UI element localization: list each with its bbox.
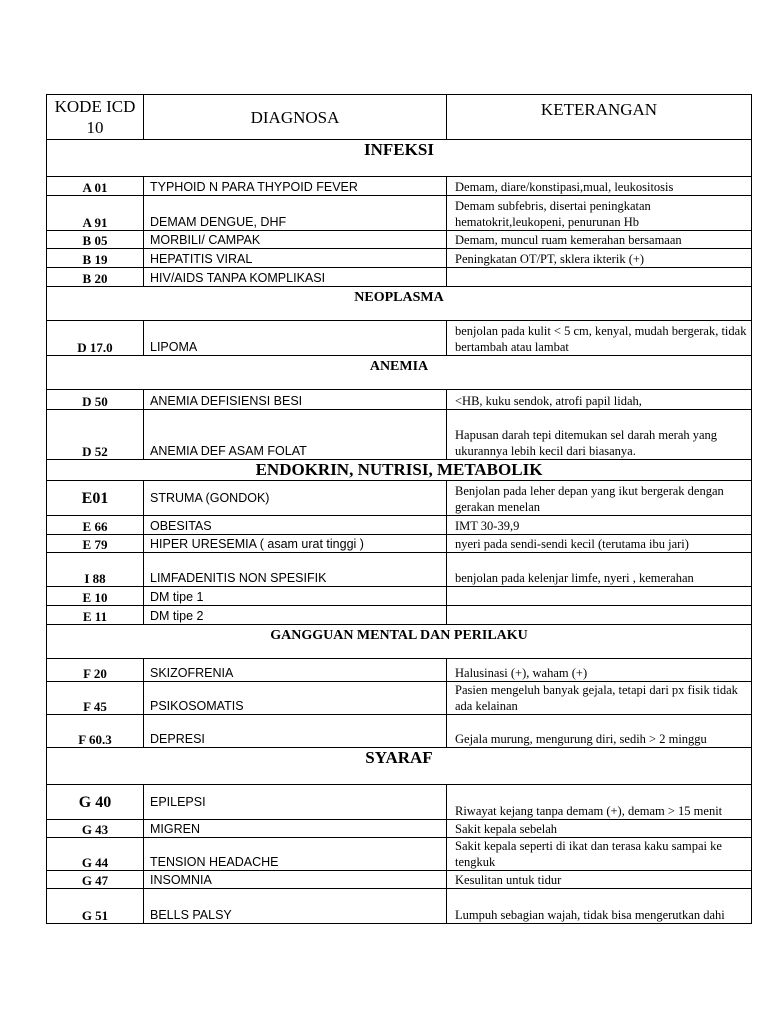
table-row	[47, 889, 752, 924]
code-cell: G 44	[47, 838, 144, 871]
keterangan-cell	[447, 587, 752, 606]
code-cell: G 40	[47, 785, 144, 820]
diagnosa-cell: TYPHOID N PARA THYPOID FEVER	[144, 177, 447, 196]
keterangan-cell: benjolan pada kelenjar limfe, nyeri , kemerahan	[447, 553, 752, 587]
diagnosa-cell: TENSION HEADACHE	[144, 838, 447, 871]
keterangan-cell: Peningkatan OT/PT, sklera ikterik (+)	[447, 249, 752, 268]
keterangan-cell: Demam subfebris, disertai peningkatan hematokrit,leukopeni, penurunan Hb	[447, 196, 752, 231]
table-row	[47, 535, 752, 553]
code-cell: D 17.0	[47, 321, 144, 356]
diagnosa-cell: OBESITAS	[144, 516, 447, 535]
table-row	[47, 321, 752, 356]
code-cell: D 50	[47, 390, 144, 410]
keterangan-cell: benjolan pada kulit < 5 cm, kenyal, mudah bergerak, tidak bertambah atau lambat	[447, 321, 752, 356]
table-row	[47, 606, 752, 625]
code-cell: G 51	[47, 889, 144, 924]
keterangan-cell: nyeri pada sendi-sendi kecil (terutama ibu jari)	[447, 535, 752, 553]
diagnosa-cell: HIPER URESEMIA ( asam urat tinggi )	[144, 535, 447, 553]
diagnosa-cell: DEPRESI	[144, 715, 447, 748]
keterangan-cell: Lumpuh sebagian wajah, tidak bisa mengerutkan dahi	[447, 889, 752, 924]
table-row	[47, 410, 752, 460]
icd-table	[46, 94, 752, 924]
diagnosa-cell: SKIZOFRENIA	[144, 659, 447, 682]
code-cell: I 88	[47, 553, 144, 587]
code-cell: D 52	[47, 410, 144, 460]
diagnosa-cell: PSIKOSOMATIS	[144, 682, 447, 715]
code-cell: B 19	[47, 249, 144, 268]
table-row	[47, 177, 752, 196]
keterangan-cell: <HB, kuku sendok, atrofi papil lidah,	[447, 390, 752, 410]
table-row	[47, 871, 752, 889]
header-keterangan: KETERANGAN	[447, 95, 752, 140]
table-row	[47, 587, 752, 606]
table-row	[47, 838, 752, 871]
table-row	[47, 820, 752, 838]
header-row	[47, 95, 752, 140]
diagnosa-cell: MIGREN	[144, 820, 447, 838]
diagnosa-cell: INSOMNIA	[144, 871, 447, 889]
table-row	[47, 231, 752, 249]
keterangan-cell	[447, 606, 752, 625]
keterangan-cell: Sakit kepala seperti di ikat dan terasa kaku sampai ke tengkuk	[447, 838, 752, 871]
keterangan-cell: Gejala murung, mengurung diri, sedih > 2 minggu	[447, 715, 752, 748]
code-cell: E 66	[47, 516, 144, 535]
section-row	[47, 356, 752, 390]
keterangan-cell: Kesulitan untuk tidur	[447, 871, 752, 889]
diagnosa-cell: DEMAM DENGUE, DHF	[144, 196, 447, 231]
keterangan-cell: Benjolan pada leher depan yang ikut bergerak dengan gerakan menelan	[447, 481, 752, 516]
section-row	[47, 748, 752, 785]
code-cell: B 05	[47, 231, 144, 249]
section-row	[47, 140, 752, 177]
diagnosa-cell: LIMFADENITIS NON SPESIFIK	[144, 553, 447, 587]
section-title: NEOPLASMA	[47, 287, 752, 321]
section-title: GANGGUAN MENTAL DAN PERILAKU	[47, 625, 752, 659]
section-row	[47, 287, 752, 321]
diagnosa-cell: EPILEPSI	[144, 785, 447, 820]
table-row	[47, 516, 752, 535]
table-row	[47, 682, 752, 715]
keterangan-cell: Hapusan darah tepi ditemukan sel darah merah yang ukurannya lebih kecil dari biasanya.	[447, 410, 752, 460]
diagnosa-cell: HEPATITIS VIRAL	[144, 249, 447, 268]
table-row	[47, 553, 752, 587]
table-row	[47, 196, 752, 231]
keterangan-cell: Halusinasi (+), waham (+)	[447, 659, 752, 682]
diagnosa-cell: DM tipe 2	[144, 606, 447, 625]
code-cell: F 60.3	[47, 715, 144, 748]
diagnosa-cell: HIV/AIDS TANPA KOMPLIKASI	[144, 268, 447, 287]
code-cell: E 79	[47, 535, 144, 553]
keterangan-cell: Demam, diare/konstipasi,mual, leukositosis	[447, 177, 752, 196]
code-cell: E01	[47, 481, 144, 516]
code-cell: E 11	[47, 606, 144, 625]
table-row	[47, 785, 752, 820]
table-row	[47, 268, 752, 287]
code-cell: F 20	[47, 659, 144, 682]
section-row	[47, 460, 752, 481]
diagnosa-cell: ANEMIA DEF ASAM FOLAT	[144, 410, 447, 460]
header-diagnosa: DIAGNOSA	[144, 95, 447, 140]
section-title: INFEKSI	[47, 140, 752, 177]
table-row	[47, 249, 752, 268]
diagnosa-cell: DM tipe 1	[144, 587, 447, 606]
header-kode: KODE ICD 10	[47, 95, 144, 140]
code-cell: G 47	[47, 871, 144, 889]
code-cell: E 10	[47, 587, 144, 606]
section-title: ANEMIA	[47, 356, 752, 390]
keterangan-cell: Sakit kepala sebelah	[447, 820, 752, 838]
diagnosa-cell: MORBILI/ CAMPAK	[144, 231, 447, 249]
table-row	[47, 715, 752, 748]
table-row	[47, 659, 752, 682]
section-title: SYARAF	[47, 748, 752, 785]
diagnosa-cell: STRUMA (GONDOK)	[144, 481, 447, 516]
section-row	[47, 625, 752, 659]
code-cell: B 20	[47, 268, 144, 287]
code-cell: F 45	[47, 682, 144, 715]
keterangan-cell: Demam, muncul ruam kemerahan bersamaan	[447, 231, 752, 249]
keterangan-cell: IMT 30-39,9	[447, 516, 752, 535]
diagnosa-cell: BELLS PALSY	[144, 889, 447, 924]
diagnosa-cell: LIPOMA	[144, 321, 447, 356]
code-cell: A 91	[47, 196, 144, 231]
section-title: ENDOKRIN, NUTRISI, METABOLIK	[47, 460, 752, 481]
keterangan-cell: Pasien mengeluh banyak gejala, tetapi dari px fisik tidak ada kelainan	[447, 682, 752, 715]
keterangan-cell: Riwayat kejang tanpa demam (+), demam > 15 menit	[447, 785, 752, 820]
keterangan-cell	[447, 268, 752, 287]
code-cell: G 43	[47, 820, 144, 838]
table-row	[47, 390, 752, 410]
table-row	[47, 481, 752, 516]
diagnosa-cell: ANEMIA DEFISIENSI BESI	[144, 390, 447, 410]
code-cell: A 01	[47, 177, 144, 196]
